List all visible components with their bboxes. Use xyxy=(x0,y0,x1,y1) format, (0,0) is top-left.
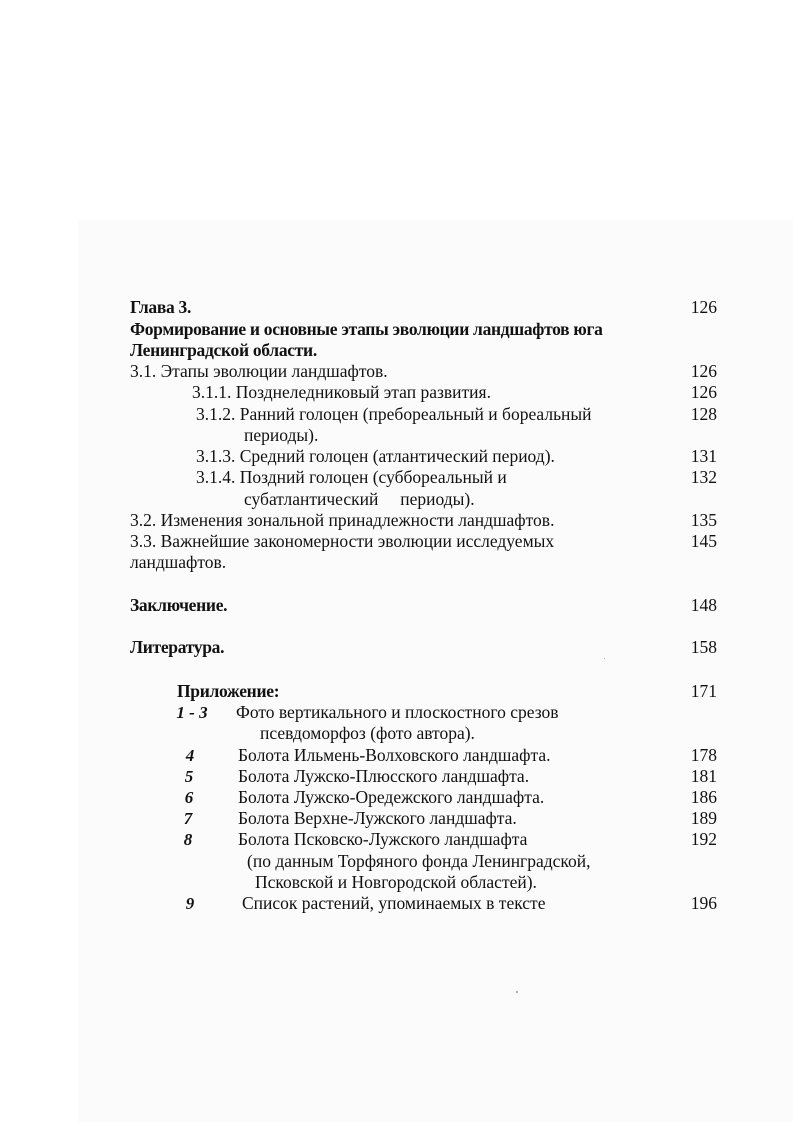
appendix-item-6-page: 186 xyxy=(690,787,717,807)
section-3-3-page: 145 xyxy=(690,531,717,551)
appendix-heading: Приложение: xyxy=(177,681,280,701)
conclusion-heading: Заключение. xyxy=(130,595,228,615)
appendix-item-number: 8 xyxy=(183,830,193,849)
appendix-item-8-line3: Псковской и Новгородской областей). xyxy=(255,872,537,892)
literature-page: 158 xyxy=(690,637,717,657)
scan-speck xyxy=(604,658,605,659)
appendix-item-9: Список растений, упоминаемых в тексте xyxy=(242,893,546,913)
section-3-3-line2: ландшафтов. xyxy=(130,552,227,572)
appendix-item-number: 9 xyxy=(185,894,195,913)
appendix-item-number: 7 xyxy=(183,809,193,828)
section-3-1-3: 3.1.3. Средний голоцен (атлантический период). xyxy=(196,446,555,466)
appendix-item-7-page: 189 xyxy=(690,808,717,828)
appendix-item-number: 1 - 3 xyxy=(176,703,208,722)
appendix-item-4-page: 178 xyxy=(690,745,717,765)
chapter-heading: Глава 3. xyxy=(130,297,192,317)
appendix-item-8-line2: (по данным Торфяного фонда Ленинградской, xyxy=(247,851,591,871)
appendix-item-9-page: 196 xyxy=(690,893,717,913)
literature-heading: Литература. xyxy=(130,637,225,657)
appendix-item-number: 6 xyxy=(184,788,194,807)
section-3-1-2-page: 128 xyxy=(690,404,717,424)
appendix-page: 171 xyxy=(690,681,717,701)
appendix-item-5-page: 181 xyxy=(690,766,717,786)
section-3-1-2-line2: периоды). xyxy=(244,425,319,445)
section-3-2-page: 135 xyxy=(690,510,717,530)
appendix-item-number: 4 xyxy=(185,746,195,765)
section-3-1-1-page: 126 xyxy=(690,382,717,402)
chapter-title-line1: Формирование и основные этапы эволюции ландшафтов юга xyxy=(130,319,603,339)
appendix-item-6: Болота Лужско-Оредежского ландшафта. xyxy=(238,787,545,807)
chapter-title-line2: Ленинградской области. xyxy=(130,340,317,360)
section-3-1-3-page: 131 xyxy=(690,446,717,466)
conclusion-page: 148 xyxy=(690,595,717,615)
scan-speck xyxy=(516,991,518,993)
appendix-item-5: Болота Лужско-Плюсского ландшафта. xyxy=(238,766,530,786)
section-3-2: 3.2. Изменения зональной принадлежности ландшафтов. xyxy=(130,510,555,530)
section-3-1-4-line1: 3.1.4. Поздний голоцен (суббореальный и xyxy=(196,467,507,487)
section-3-1-page: 126 xyxy=(690,361,717,381)
section-3-1: 3.1. Этапы эволюции ландшафтов. xyxy=(130,361,388,381)
appendix-item-1-3-line2: псевдоморфоз (фото автора). xyxy=(260,723,475,743)
section-3-1-4-line2: субатлантический периоды). xyxy=(244,489,475,509)
appendix-item-4: Болота Ильмень-Волховского ландшафта. xyxy=(238,745,551,765)
appendix-item-8-line1: Болота Псковско-Лужского ландшафта xyxy=(238,829,528,849)
section-3-1-1: 3.1.1. Позднеледниковый этап развития. xyxy=(192,382,491,402)
appendix-item-7: Болота Верхне-Лужского ландшафта. xyxy=(238,808,517,828)
section-3-3-line1: 3.3. Важнейшие закономерности эволюции исследуемых xyxy=(130,531,555,551)
chapter-page: 126 xyxy=(690,297,717,317)
section-3-1-2-line1: 3.1.2. Ранний голоцен (пребореальный и бореальный xyxy=(196,404,592,424)
section-3-1-4-page: 132 xyxy=(690,467,717,487)
appendix-item-number: 5 xyxy=(184,767,194,786)
appendix-item-8-page: 192 xyxy=(690,829,717,849)
appendix-item-1-3-line1: Фото вертикального и плоскостного срезов xyxy=(236,702,559,722)
